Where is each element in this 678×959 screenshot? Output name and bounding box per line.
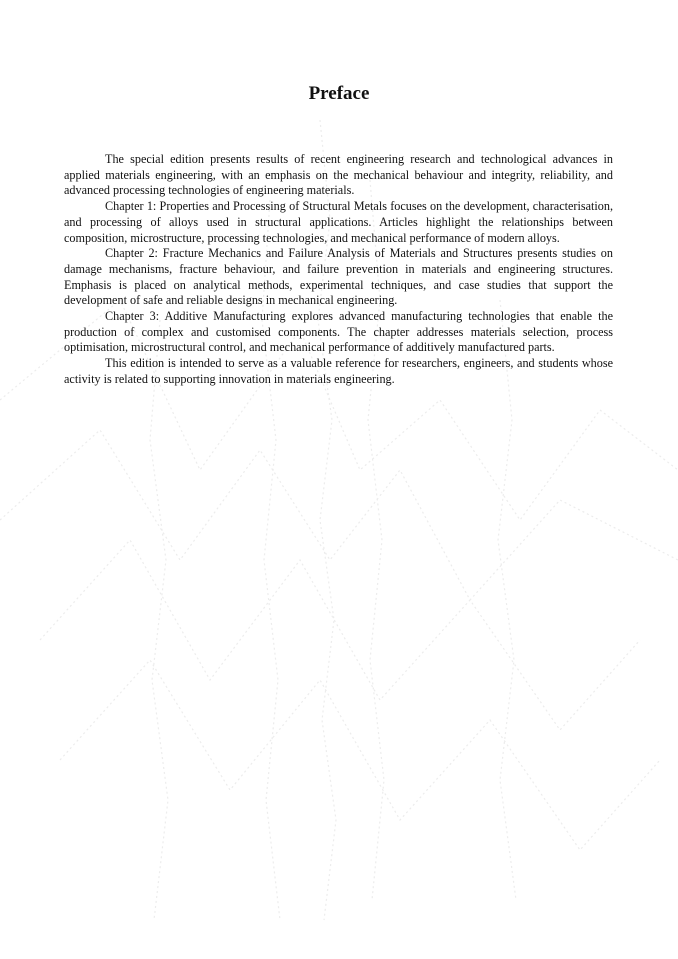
paragraph-chapter-2: Chapter 2: Fracture Mechanics and Failure Analysis of Materials and Structures presents studies on damage mechanisms, fracture behaviour, and failure prevention in materials and engineering structures. Emphasis is placed on analytical methods, experimental techniques, and case studies that support the development of safe and reliable designs in mechanical engineering. bbox=[64, 246, 613, 308]
paragraph-closing: This edition is intended to serve as a valuable reference for researchers, engineers, and students whose activity is related to supporting innovation in materials engineering. bbox=[64, 356, 613, 386]
paragraph-chapter-3: Chapter 3: Additive Manufacturing explores advanced manufacturing technologies that enable the production of complex and customised components. The chapter addresses materials selection, process optimisation, microstructural control, and mechanical performance of additively manufactured parts. bbox=[64, 309, 613, 355]
paragraph-chapter-1: Chapter 1: Properties and Processing of Structural Metals focuses on the development, characterisation, and processing of alloys used in structural applications. Articles highlight the relationships between composition, microstructure, processing technologies, and mechanical performance of modern alloys. bbox=[64, 199, 613, 245]
page-title: Preface bbox=[308, 83, 370, 104]
paragraph-intro: The special edition presents results of recent engineering research and technological advances in applied materials engineering, with an emphasis on the mechanical behaviour and integrity, reliability, and advanced processing technologies of engineering materials. bbox=[64, 152, 613, 198]
preface-body bbox=[64, 152, 613, 388]
